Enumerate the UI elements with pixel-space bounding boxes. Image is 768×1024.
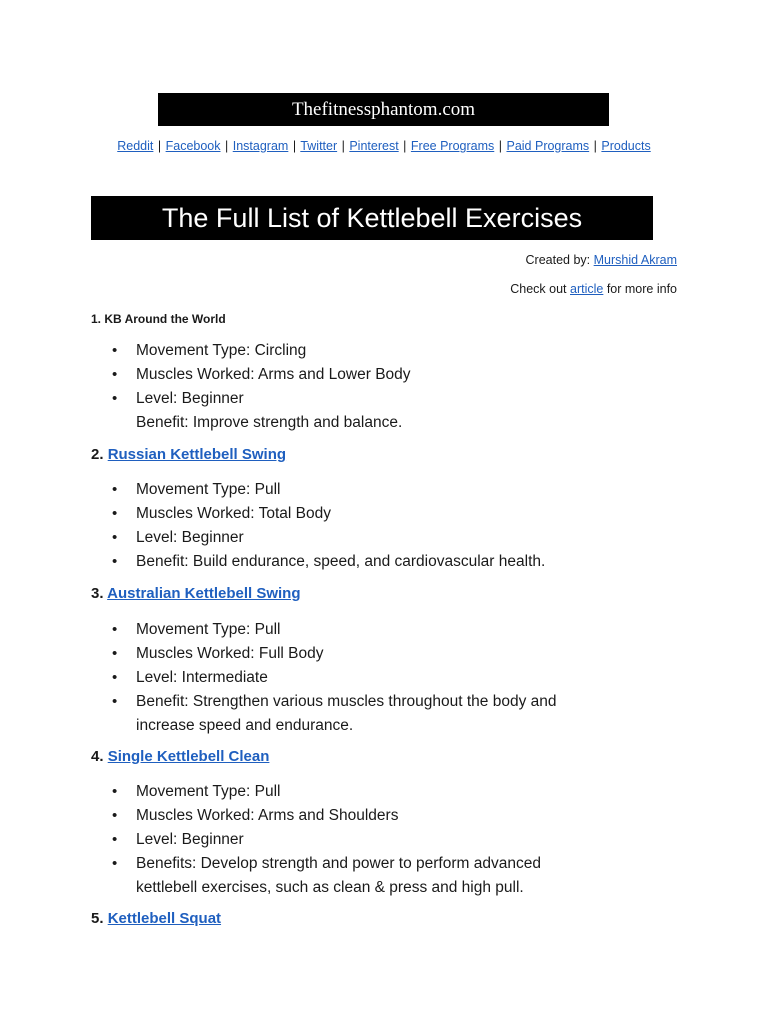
list-item (0, 804, 560, 828)
nav-separator: | (341, 139, 345, 153)
document-title (91, 196, 653, 240)
exercise-number: 3. (91, 585, 104, 602)
exercise-link[interactable]: Single Kettlebell Clean (107, 748, 270, 765)
nav-separator: | (225, 139, 229, 153)
nav-link-free-programs[interactable]: Free Programs (410, 139, 495, 153)
list-item (0, 666, 560, 690)
author-credit (526, 253, 677, 267)
bullet: • (112, 481, 118, 498)
list-item-text: Movement Type: Circling (136, 342, 307, 359)
list-item-text: Muscles Worked: Arms and Lower Body (136, 366, 411, 383)
author-link[interactable]: Murshid Akram (593, 253, 677, 267)
bullet: • (112, 342, 118, 359)
list-item (0, 502, 560, 526)
list-item-continuation: Benefit: Improve strength and balance. (136, 414, 403, 431)
nav-link-reddit[interactable]: Reddit (117, 139, 154, 153)
nav-separator: | (292, 139, 297, 153)
list-item-text: Level: Beginner (136, 390, 244, 407)
list-item (0, 387, 560, 411)
list-item (0, 618, 560, 642)
bullet: • (112, 693, 118, 710)
list-item-text: Benefit: Strengthen various muscles throughout the body and increase speed and endurance. (136, 693, 557, 734)
article-credit (510, 282, 677, 296)
bullet: • (112, 553, 118, 570)
bullet: • (112, 831, 118, 848)
exercise-number: 5. (91, 910, 104, 927)
created-by-label: Created by: (525, 253, 591, 267)
list-item-text: Benefit: Build endurance, speed, and cardiovascular health. (136, 553, 546, 570)
bullet: • (112, 390, 118, 407)
nav-separator: | (498, 139, 502, 153)
list-item-text: Movement Type: Pull (136, 621, 281, 638)
list-item-text: Muscles Worked: Arms and Shoulders (136, 807, 399, 824)
list-item (0, 339, 560, 363)
list-item (0, 780, 560, 804)
exercise-heading (91, 312, 226, 326)
exercise-heading (91, 910, 221, 927)
exercise-details-list (0, 618, 560, 738)
nav-link-paid-programs[interactable]: Paid Programs (506, 139, 590, 153)
list-item-text: Muscles Worked: Total Body (136, 505, 331, 522)
site-banner (158, 93, 609, 126)
bullet: • (112, 645, 118, 662)
list-item (0, 852, 560, 900)
bullet: • (112, 855, 118, 872)
bullet: • (112, 783, 118, 800)
exercise-heading (91, 748, 269, 765)
nav-link-pinterest[interactable]: Pinterest (349, 139, 399, 153)
exercise-number: 1. (91, 312, 102, 326)
nav-link-products[interactable]: Products (601, 139, 651, 153)
exercise-link[interactable]: Russian Kettlebell Swing (107, 446, 287, 463)
bullet: • (112, 529, 118, 546)
list-item-text: Level: Intermediate (136, 669, 268, 686)
exercise-name: KB Around the World (104, 312, 226, 326)
list-item (0, 642, 560, 666)
exercise-details-list (0, 478, 560, 574)
list-item (0, 550, 560, 574)
list-item-text: Movement Type: Pull (136, 783, 281, 800)
exercise-details-list (0, 780, 560, 900)
exercise-link[interactable]: Kettlebell Squat (107, 910, 222, 927)
bullet: • (112, 669, 118, 686)
exercise-details-list (0, 339, 560, 411)
nav-separator: | (593, 139, 597, 153)
nav-link-facebook[interactable]: Facebook (165, 139, 221, 153)
document-title-text: The Full List of Kettlebell Exercises (161, 203, 583, 233)
exercise-heading (91, 446, 286, 463)
list-item (0, 363, 560, 387)
list-item-text: Movement Type: Pull (136, 481, 281, 498)
exercise-link[interactable]: Australian Kettlebell Swing (107, 585, 301, 602)
site-name: Thefitnessphantom.com (291, 99, 476, 120)
nav-link-instagram[interactable]: Instagram (232, 139, 289, 153)
list-item-text: Benefits: Develop strength and power to perform advanced kettlebell exercises, such as clean & press and high pull. (136, 855, 541, 896)
list-item (0, 526, 560, 550)
list-item-text: Level: Beginner (136, 529, 244, 546)
exercise-heading (91, 585, 301, 602)
social-nav (0, 139, 768, 153)
list-item-text: Level: Beginner (136, 831, 244, 848)
nav-separator: | (157, 139, 162, 153)
exercise-number: 2. (91, 446, 104, 463)
list-item (0, 478, 560, 502)
list-item (0, 828, 560, 852)
bullet: • (112, 621, 118, 638)
article-link[interactable]: article (570, 282, 604, 296)
bullet: • (112, 366, 118, 383)
exercise-number: 4. (91, 748, 104, 765)
nav-link-twitter[interactable]: Twitter (300, 139, 338, 153)
list-item (0, 690, 560, 738)
check-out-label: Check out (510, 282, 567, 296)
list-item-text: Muscles Worked: Full Body (136, 645, 324, 662)
nav-separator: | (403, 139, 407, 153)
bullet: • (112, 807, 118, 824)
more-info-label: for more info (606, 282, 677, 296)
bullet: • (112, 505, 118, 522)
